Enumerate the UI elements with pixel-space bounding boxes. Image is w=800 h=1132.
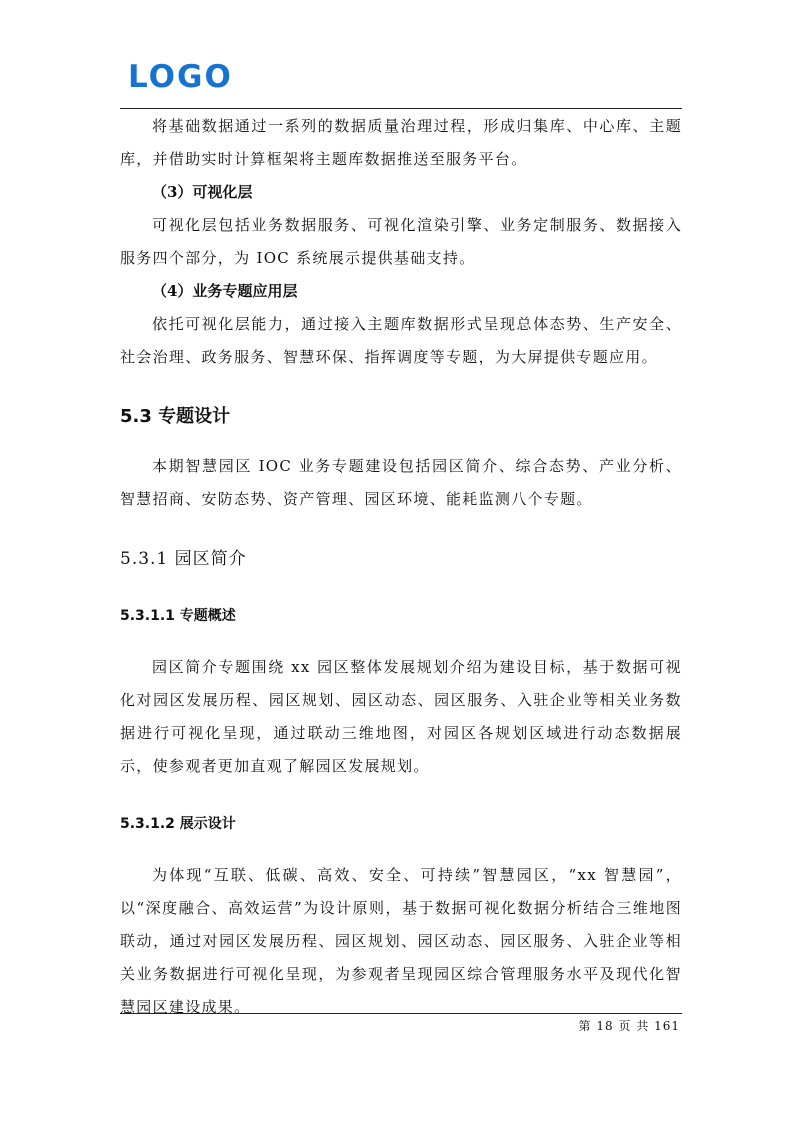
page-body: [120, 110, 682, 1024]
page-middle: 页 共: [618, 1019, 650, 1033]
subsection-3-paragraph: 可视化层包括业务数据服务、可视化渲染引擎、业务定制服务、数据接入服务四个部分，为 IOC 系统展示提供基础支持。: [120, 216, 682, 267]
page-number-footer: [578, 1017, 680, 1034]
logo: LOGO: [128, 59, 233, 95]
section-5-3-1-2-heading: 5.3.1.2 展示设计: [120, 816, 236, 832]
section-5-3-1-2-paragraph: 为体现“互联、低碳、高效、安全、可持续”智慧园区，“xx 智慧园”，以“深度融合、高效运营”为设计原则，基于数据可视化数据分析结合三维地图联动，通过对园区发展历程、园区规划、园区动态、园区服务、入驻企业等相关业务数据进行可视化呈现，为参观者呈现园区综合管理服务水平及现代化智慧园区建设成果。: [120, 866, 682, 1016]
subsection-4-paragraph: 依托可视化层能力，通过接入主题库数据形式呈现总体态势、生产安全、社会治理、政务服务、智慧环保、指挥调度等专题，为大屏提供专题应用。: [120, 315, 682, 366]
section-5-3-1-heading: 5.3.1 园区简介: [120, 549, 247, 569]
page-total: 161: [654, 1019, 680, 1033]
intro-paragraph: 将基础数据通过一系列的数据质量治理过程，形成归集库、中心库、主题库，并借助实时计算框架将主题库数据推送至服务平台。: [120, 117, 682, 168]
section-5-3-1-1-heading: 5.3.1.1 专题概述: [120, 608, 236, 624]
page-number: 18: [596, 1019, 614, 1033]
section-5-3-paragraph: 本期智慧园区 IOC 业务专题建设包括园区简介、综合态势、产业分析、智慧招商、安防态势、资产管理、园区环境、能耗监测八个专题。: [120, 457, 682, 508]
subsection-3-title: （3）可视化层: [152, 183, 253, 201]
header-divider: [120, 108, 682, 109]
section-5-3-1-1-paragraph: 园区简介专题围绕 xx 园区整体发展规划介绍为建设目标，基于数据可视化对园区发展历程、园区规划、园区动态、园区服务、入驻企业等相关业务数据进行可视化呈现，通过联动三维地图，对园区各规划区域进行动态数据展示，使参观者更加直观了解园区发展规划。: [120, 658, 682, 775]
subsection-4-title: （4）业务专题应用层: [152, 282, 298, 300]
section-5-3-heading: 5.3 专题设计: [120, 406, 231, 427]
page-prefix: 第: [578, 1019, 592, 1033]
footer-divider: [120, 1013, 682, 1014]
